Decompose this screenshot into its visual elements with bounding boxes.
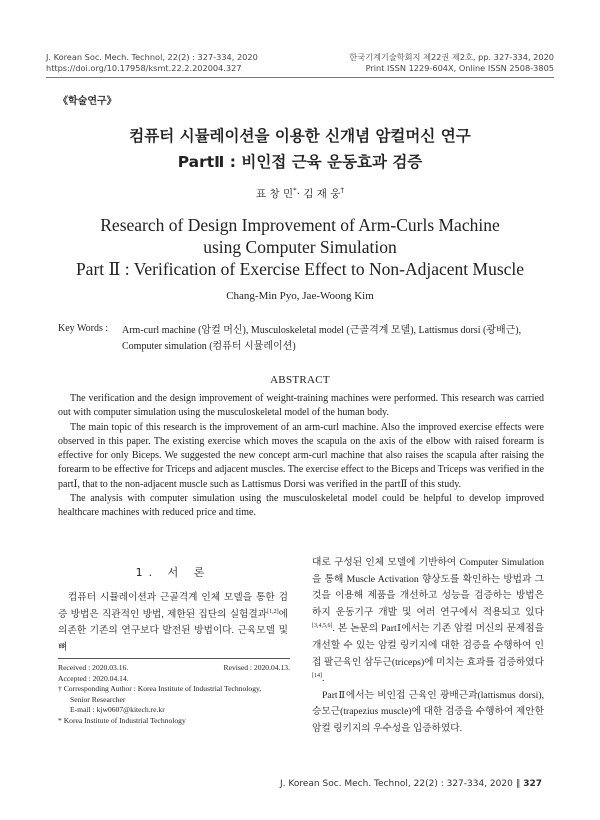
journal-citation: J. Korean Soc. Mech. Technol, 22(2) : 327-334, 2020 <box>46 52 258 62</box>
article-category: 《학술연구》 <box>58 96 117 107</box>
citation-ref[interactable]: [1,2] <box>267 608 279 615</box>
author-email[interactable]: E-mail : kjw0607@kitech.re.kr <box>70 705 165 715</box>
abstract-paragraph: The analysis with computer simulation using the musculoskeletal model could be helpful to develop improved healthcare machines with reduced price and time. <box>58 493 544 519</box>
page-number: 327 <box>523 779 542 789</box>
footnotes <box>58 663 290 727</box>
abstract-paragraph: The verification and the design improvement of weight-training machines were performed. This research was carried out with computer simulation using the musculoskeletal model of the human body. <box>58 393 544 419</box>
doi-link[interactable]: https://doi.org/10.17958/ksmt.22.2.202004.327 <box>46 63 242 73</box>
body-text: . <box>322 673 325 685</box>
body-text: . 본 논문의 PartⅠ에서는 기존 암컬 머신의 문제점을 개선할 수 있는 암컬 링키지에 대한 검증을 수행하여 인접 팔근육인 삼두근(triceps)에 미치는 효과를 검증하였다 <box>312 623 544 668</box>
body-text: 에 의존한 기존의 연구보다 발전된 방법이다. 근육모델 및 뼈 <box>58 608 288 653</box>
author-role: Senior Researcher <box>70 694 126 704</box>
author-name-ko: 표 창 민 <box>256 188 294 200</box>
author-name-ko-2: · 김 재 웅 <box>296 188 341 200</box>
english-title-line1: Research of Design Improvement of Arm-Curls Machine <box>100 215 500 235</box>
english-title-line2: using Computer Simulation <box>203 237 397 257</box>
abstract-body <box>58 392 544 521</box>
keywords-label: Key Words : <box>58 323 109 334</box>
body-text: 컴퓨터 시뮬레이션과 근골격계 인체 모델을 통한 검증 방법은 직관적인 방법, 제한된 집단의 실험결과 <box>58 592 288 620</box>
korean-authors <box>0 186 600 201</box>
section-heading-introduction: 1. 서 론 <box>135 566 211 579</box>
introduction-text-right <box>312 555 544 738</box>
issn-info: Print ISSN 1229-604X, Online ISSN 2508-3805 <box>365 63 554 73</box>
body-text: 대로 구성된 인체 모델에 기반하여 Computer Simulation을 통해 Muscle Activation 향상도를 확인하는 방법과 그것을 이용해 제품을 개선하고 성능을 검증하는 방법은 하지 운동기구 개발 및 여러 연구에서 적용되고 있다 <box>312 557 544 618</box>
journal-citation-ko: 한국기계기술학회지 제22권 제2호, pp. 327-334, 2020 <box>349 52 554 62</box>
footnote-divider <box>58 658 290 659</box>
introduction-text-left <box>58 590 288 656</box>
received-date: Received : 2020.03.16. <box>58 663 129 672</box>
body-paragraph: PartⅡ에서는 비인접 근육인 광배근과(lattismus dorsi), 승모근(trapezius muscle)에 대한 검증을 수행하여 제안한 암컬 링키지의 우수성을 입증하였다. <box>312 689 544 734</box>
left-column <box>58 564 288 656</box>
corresponding-author: † Corresponding Author : Korea Institute of Industrial Technology, <box>58 684 262 694</box>
right-column <box>312 555 544 738</box>
citation-ref[interactable]: [14] <box>312 672 322 679</box>
revised-date: Revised : 2020.04.13. <box>223 663 290 672</box>
english-title-line3: Part Ⅱ : Verification of Exercise Effect to Non-Adjacent Muscle <box>75 259 525 279</box>
korean-title-line1: 컴퓨터 시뮬레이션을 이용한 신개념 암컬머신 연구 <box>129 127 471 145</box>
accepted-date: Accepted : 2020.04.14. <box>58 673 129 683</box>
page-footer <box>280 779 542 789</box>
affiliation-note: * Korea Institute of Industrial Technology <box>58 715 186 725</box>
header-divider <box>46 77 554 78</box>
header-right <box>349 52 554 74</box>
abstract-heading: ABSTRACT <box>270 374 330 386</box>
affiliation-mark: * <box>293 186 297 195</box>
korean-title-line2: PartⅡ : 비인접 근육 운동효과 검증 <box>177 153 423 171</box>
header-left <box>46 52 258 74</box>
footer-citation: J. Korean Soc. Mech. Technol, 22(2) : 327-334, 2020 ∥ <box>280 779 521 789</box>
keywords-text: Arm-curl machine (암컬 머신), Musculoskeletal model (근골격계 모델), Lattismus dorsi (광배근), Computer simulation (컴퓨터 시뮬레이션) <box>122 325 522 352</box>
citation-ref[interactable]: [3,4,5,6] <box>312 623 333 630</box>
corresponding-mark: † <box>340 186 344 195</box>
abstract-paragraph: The main topic of this research is the improvement of an arm-curl machine. Also the improved exercise effects were observed in this paper. The existing exercise which moves the scapula on the axis of the elbow with raised forearm is effective for only Biceps. We suggested the new concept arm-curl machine that also raises the scapula after raising the forearm to be effective for Triceps and adjacent muscles. The exercise effect to the Biceps and Triceps was verified in the partⅠ, that to the non-adjacent muscle such as Lattismus Dorsi was verified in the partⅡ of this study. <box>58 421 544 490</box>
english-authors: Chang-Min Pyo, Jae-Woong Kim <box>226 290 374 302</box>
